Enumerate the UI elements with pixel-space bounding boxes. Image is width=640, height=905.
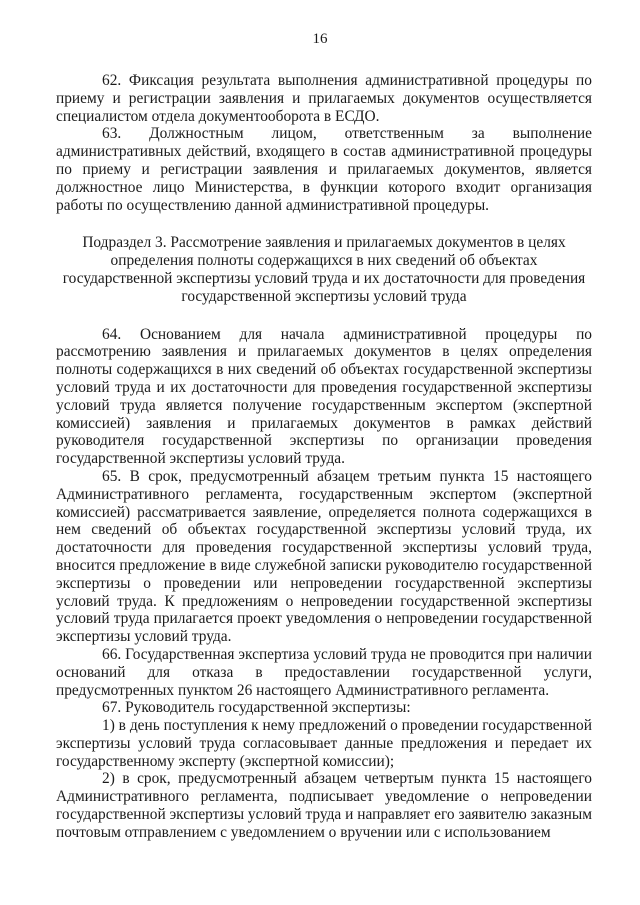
paragraph-64: 64. Основанием для начала административной процедуры по рассмотрению заявления и прилагаемых документов в целях определения полноты содержащихся в них сведений об объектах государственной экспертизы условий труда и их достаточности для проведения государственной экспертизы условий труда является получение государственным экспертом (экспертной комиссией) заявления и прилагаемых документов в рамках действий руководителя государственной экспертизы по организации проведения государственной экспертизы условий труда. [56, 325, 592, 468]
paragraph-62: 62. Фиксация результата выполнения административной процедуры по приему и регистрации заявления и прилагаемых документов осуществляется специалистом отдела документооборота в ЕСДО. [56, 72, 592, 125]
paragraph-67-item-1: 1) в день поступления к нему предложений о проведении государственной экспертизы условий труда согласовывает данные предложения и передает их государственному эксперту (экспертной комиссии); [56, 717, 592, 770]
page-number: 16 [312, 31, 328, 47]
paragraph-67: 67. Руководитель государственной экспертизы: [102, 699, 411, 717]
paragraph-67-item-2: 2) в срок, предусмотренный абзацем четвертым пункта 15 настоящего Административного регламента, подписывает уведомление о непроведении государственной экспертизы условий труда и направляет его заявителю заказным почтовым отправлением с уведомлением о вручении или с использованием [56, 770, 592, 841]
paragraph-65: 65. В срок, предусмотренный абзацем третьим пункта 15 настоящего Административного регламента, государственным экспертом (экспертной комиссией) рассматривается заявление, определяется полнота содержащихся в нем сведений об объектах государственной экспертизы условий труда, их достаточности для проведения государственной экспертизы условий труда, вносится предложение в виде служебной записки руководителю государственной экспертизы о проведении или непроведении государственной экспертизы условий труда. К предложениям о непроведении государственной экспертизы условий труда прилагается проект уведомления о непроведении государственной экспертизы условий труда. [56, 467, 592, 646]
subsection-heading: Подраздел 3. Рассмотрение заявления и прилагаемых документов в целях определения полноты содержащихся в них сведений об объектах государственной экспертизы условий труда и их достаточности для проведения государственной экспертизы условий труда [62, 234, 586, 305]
paragraph-63: 63. Должностным лицом, ответственным за выполнение административных действий, входящего в состав административной процедуры по приему и регистрации заявления и прилагаемых документов, является должностное лицо Министерства, в функции которого входит организация работы по осуществлению данной административной процедуры. [56, 125, 592, 214]
paragraph-66: 66. Государственная экспертиза условий труда не проводится при наличии оснований для отказа в предоставлении государственной услуги, предусмотренных пунктом 26 настоящего Административного регламента. [56, 645, 592, 699]
document-body [56, 72, 592, 842]
